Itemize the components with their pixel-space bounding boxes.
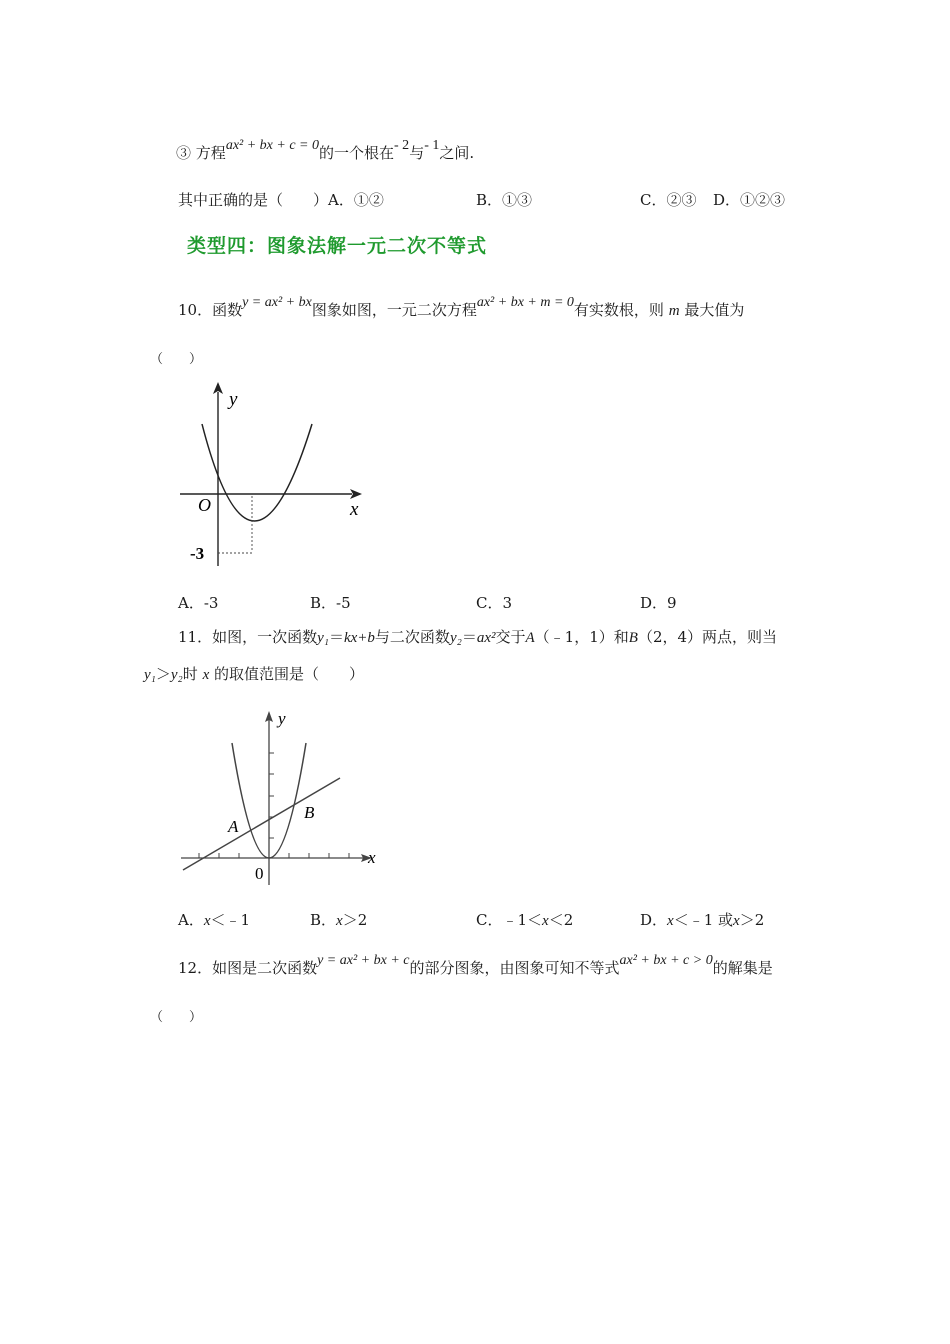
q11-label-a: A (228, 817, 239, 836)
q11-option-a (178, 909, 250, 930)
q11-line2-x: x (202, 667, 210, 683)
q11-option-d-mid: ＜﹣1 或 (673, 911, 734, 929)
q11-y-label: y (278, 709, 286, 728)
q10-mid: 图象如图，一元二次方程 (311, 301, 477, 319)
q10-option-b: B．-5 (310, 594, 351, 612)
q9-choice-d: D．①②③ (713, 191, 786, 209)
q11-option-a-rest: ＜﹣1 (210, 911, 251, 929)
q11-option-b-x: x (336, 913, 343, 929)
q10-var-m: m (668, 303, 680, 319)
q9-choice-lead: 其中正确的是（ ）A．①② (178, 191, 384, 209)
q10-option-c: C．3 (476, 594, 513, 612)
q9-item3-val-a: - 2 (394, 138, 410, 153)
q10-paren: （ ） (150, 352, 203, 367)
q9-choice-c: C．②③ (640, 191, 697, 209)
section-heading: 类型四：图象法解一元二次不等式 (187, 235, 488, 257)
q9-choice-b: B．①③ (476, 191, 533, 209)
q11-stem-line2 (144, 664, 364, 685)
q12-mid: 的部分图象，由图象可知不等式 (409, 959, 620, 977)
q11-point-a: A (525, 630, 535, 646)
q11-option-c-letter: C． (476, 911, 503, 929)
q11-point-a-coords: （﹣1，1）和 (534, 628, 629, 646)
q12-number: 12．如图是二次函数 (178, 959, 318, 977)
q11-option-d-letter: D． (640, 911, 668, 929)
q12-tail: 的解集是 (712, 959, 773, 977)
q11-line2-when: 时 (182, 665, 198, 683)
q10-number: 10．函数 (178, 301, 243, 319)
q10-origin-label: O (198, 495, 211, 515)
q11-graph (175, 703, 385, 888)
q9-item3-connector: 与 (409, 144, 425, 162)
q9-item3-val-b: - 1 (424, 138, 440, 153)
q9-item3-middle: 的一个根在 (319, 144, 395, 162)
q9-item3-prefix: 方程 (195, 144, 226, 162)
q11-option-b-rest: ＞2 (342, 911, 368, 929)
q12-inequality: ax² + bx + c > 0 (619, 953, 713, 968)
q11-y1: y₁ (317, 630, 329, 646)
q11-point-b: B (628, 630, 638, 646)
q11-number: 11．如图，一次函数 (178, 628, 318, 646)
q11-stem-line1 (178, 627, 777, 648)
q11-option-b (310, 909, 367, 930)
q12-paren: （ ） (150, 1010, 203, 1025)
q9-item3-suffix: 之间. (439, 144, 475, 162)
q11-line2-y1: y₁ (144, 667, 156, 683)
q10-option-d: D．9 (640, 594, 677, 612)
q11-origin-label: 0 (255, 864, 264, 883)
q11-point-b-coords: （2，4）两点，则当 (637, 628, 778, 646)
q11-option-a-x: x (203, 913, 211, 929)
q11-option-a-letter: A． (178, 911, 204, 929)
q11-ax2: ax² (476, 630, 496, 646)
q10-equation: ax² + bx + m = 0 (476, 295, 574, 310)
q11-y-ticks (269, 753, 274, 838)
q10-x-label: x (350, 499, 359, 520)
q10-function: y = ax² + bx (242, 295, 312, 310)
q10-tail-a: 有实数根，则 (573, 301, 664, 319)
q11-linear-line (183, 778, 340, 870)
q11-intersect: 交于 (495, 628, 526, 646)
q10-min-label: -3 (190, 544, 205, 563)
q11-y2: y₂ (449, 630, 462, 646)
q12-stem (178, 953, 773, 980)
q10-option-a: A．-3 (178, 594, 219, 612)
q10-tail-b: 最大值为 (684, 301, 745, 319)
q11-option-d-x: x (667, 913, 674, 929)
q11-line2-gt: ＞ (155, 665, 171, 683)
q11-option-b-letter: B． (310, 911, 337, 929)
q11-option-c-rest: ＜2 (548, 911, 574, 929)
q9-item3-equation: ax² + bx + c = 0 (225, 138, 319, 153)
q11-eq-2: ＝ (461, 628, 477, 646)
q10-graph (170, 378, 370, 578)
q11-eq-1: ＝ (328, 628, 344, 646)
q10-y-label: y (229, 389, 238, 410)
q11-label-b: B (304, 803, 315, 822)
q9-item3-line (176, 138, 475, 165)
q11-option-c-x: x (542, 913, 549, 929)
q11-x-label: x (368, 848, 376, 867)
q12-function: y = ax² + bx + c (317, 953, 410, 968)
q11-option-d-rest: ＞2 (739, 911, 765, 929)
q10-stem (178, 295, 745, 322)
q11-option-c (476, 909, 573, 930)
q11-line2-range: 的取值范围是（ ） (214, 665, 365, 683)
q11-option-d-x2: x (733, 913, 740, 929)
q11-option-c-pre: ﹣1＜ (502, 911, 543, 929)
q11-line2-y2: y₂ (170, 667, 183, 683)
q11-kxb: kx+b (343, 630, 375, 646)
circled-3-marker: ③ (176, 144, 192, 162)
q11-with: 与二次函数 (374, 628, 450, 646)
q11-option-d (640, 909, 764, 930)
